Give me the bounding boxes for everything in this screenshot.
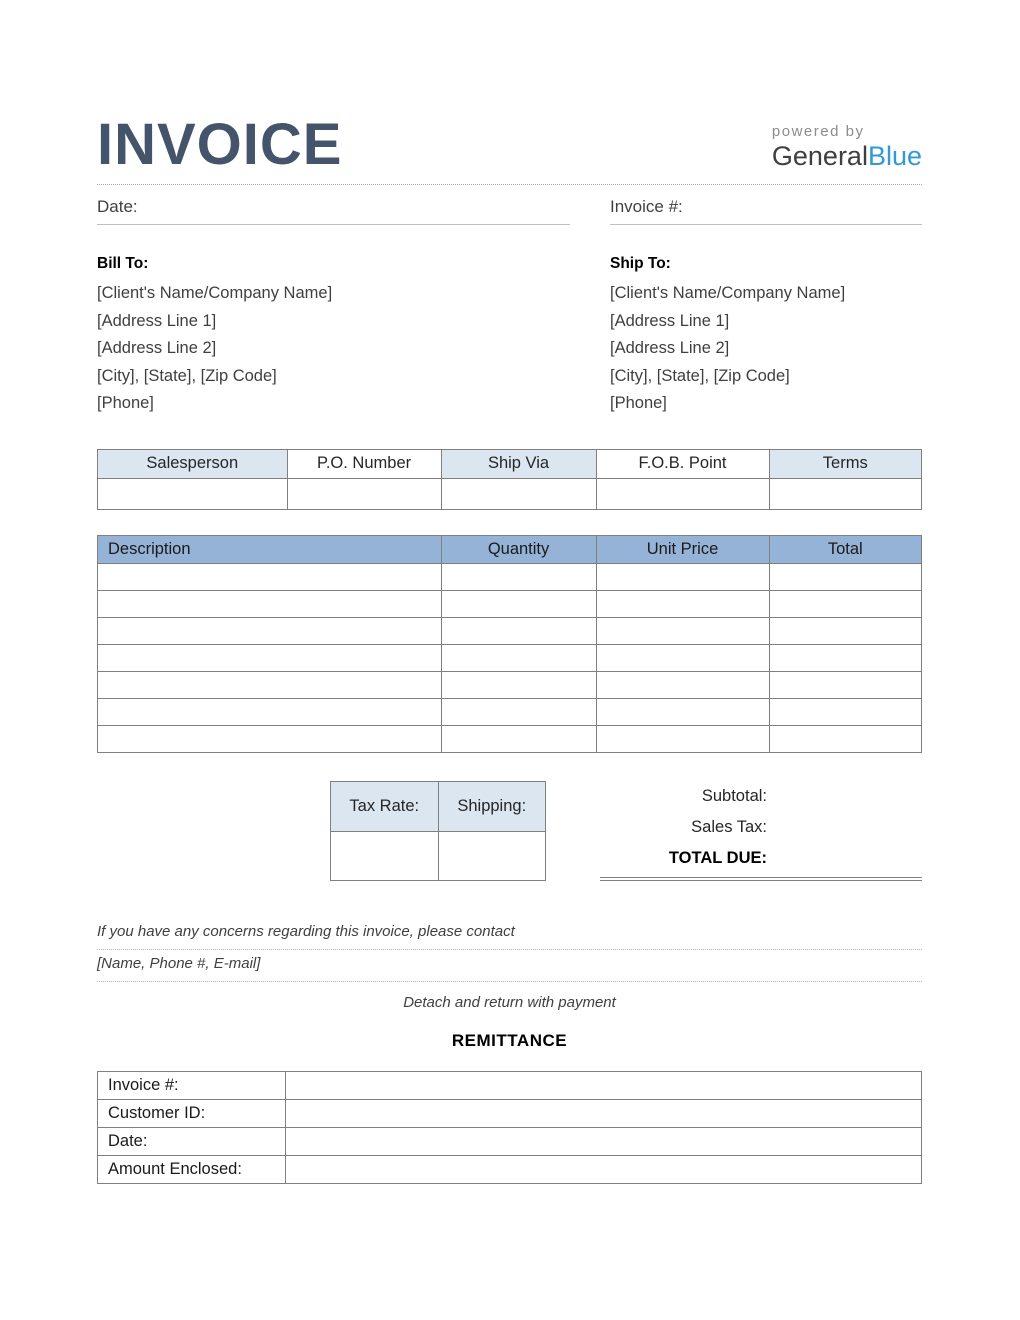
unit-price-header: Unit Price bbox=[596, 535, 769, 563]
detach-note: Detach and return with payment bbox=[403, 993, 616, 1011]
line-item-row bbox=[98, 698, 922, 725]
line-items-header-row bbox=[98, 535, 922, 563]
subtotal-row bbox=[600, 781, 922, 812]
sales-tax-label: Sales Tax: bbox=[691, 817, 767, 836]
shipping-label: Shipping: bbox=[438, 781, 546, 831]
description-cell[interactable] bbox=[98, 644, 442, 671]
page-content bbox=[97, 0, 922, 1184]
terms-cell[interactable] bbox=[769, 478, 921, 509]
ship-to-line: [Address Line 1] bbox=[610, 311, 730, 330]
sales-info-input-row bbox=[98, 478, 922, 509]
remittance-title: REMITTANCE bbox=[451, 1030, 568, 1050]
remit-customer-id-label: Customer ID: bbox=[98, 1099, 286, 1127]
total-cell[interactable] bbox=[769, 590, 921, 617]
brand-name bbox=[772, 142, 922, 172]
brand-logo bbox=[772, 123, 922, 174]
total-header: Total bbox=[769, 535, 921, 563]
powered-by-text: powered by bbox=[771, 123, 865, 141]
description-cell[interactable] bbox=[98, 698, 442, 725]
bill-to-line: [Phone] bbox=[97, 394, 154, 412]
description-cell[interactable] bbox=[98, 563, 442, 590]
ship-to-block bbox=[610, 255, 922, 418]
remit-date-cell[interactable] bbox=[286, 1127, 922, 1155]
unit-price-cell[interactable] bbox=[596, 563, 769, 590]
quantity-cell[interactable] bbox=[441, 671, 596, 698]
sales-info-table bbox=[97, 449, 922, 510]
total-due-label: TOTAL DUE: bbox=[668, 848, 767, 867]
remit-amount-enclosed-cell[interactable] bbox=[286, 1155, 922, 1183]
quantity-cell[interactable] bbox=[441, 590, 596, 617]
fob-point-header: F.O.B. Point bbox=[596, 449, 769, 478]
line-item-row bbox=[98, 644, 922, 671]
tax-shipping-header-row bbox=[331, 781, 546, 831]
ship-to-line: [City], [State], [Zip Code] bbox=[610, 366, 790, 385]
tax-rate-label: Tax Rate: bbox=[331, 781, 439, 831]
tax-shipping-input-row bbox=[331, 831, 546, 880]
bill-to-line: [Address Line 1] bbox=[97, 311, 217, 330]
subtotal-value-area[interactable] bbox=[767, 781, 922, 812]
line-item-row bbox=[98, 563, 922, 590]
ship-to-label: Ship To: bbox=[610, 255, 671, 272]
remit-date-label: Date: bbox=[98, 1127, 286, 1155]
invoice-number-field[interactable] bbox=[610, 197, 922, 225]
remit-customer-id-cell[interactable] bbox=[286, 1099, 922, 1127]
po-number-cell[interactable] bbox=[287, 478, 441, 509]
quantity-cell[interactable] bbox=[441, 644, 596, 671]
unit-price-cell[interactable] bbox=[596, 725, 769, 752]
salesperson-header: Salesperson bbox=[98, 449, 288, 478]
terms-header: Terms bbox=[769, 449, 921, 478]
meta-row bbox=[97, 197, 922, 225]
total-cell[interactable] bbox=[769, 698, 921, 725]
bill-to-block bbox=[97, 255, 610, 418]
description-cell[interactable] bbox=[98, 725, 442, 752]
bill-to-label: Bill To: bbox=[97, 255, 149, 272]
sales-tax-row bbox=[600, 812, 922, 843]
ship-via-cell[interactable] bbox=[441, 478, 596, 509]
ship-via-header: Ship Via bbox=[441, 449, 596, 478]
remittance-table bbox=[97, 1071, 922, 1184]
description-cell[interactable] bbox=[98, 671, 442, 698]
remittance-row bbox=[98, 1127, 922, 1155]
remit-invoice-number-cell[interactable] bbox=[286, 1071, 922, 1099]
total-due-row bbox=[600, 843, 922, 874]
remittance-row bbox=[98, 1099, 922, 1127]
page-title: INVOICE bbox=[97, 112, 343, 177]
tax-shipping-table bbox=[330, 781, 546, 881]
total-cell[interactable] bbox=[769, 725, 921, 752]
remittance-row bbox=[98, 1071, 922, 1099]
remit-invoice-number-label: Invoice #: bbox=[98, 1071, 286, 1099]
quantity-cell[interactable] bbox=[441, 698, 596, 725]
shipping-cell[interactable] bbox=[438, 831, 546, 880]
total-due-double-rule bbox=[600, 877, 922, 881]
remit-amount-enclosed-label: Amount Enclosed: bbox=[98, 1155, 286, 1183]
brand-name-general: General bbox=[771, 141, 868, 172]
bill-to-line: [City], [State], [Zip Code] bbox=[97, 366, 277, 385]
contact-note-line-1: If you have any concerns regarding this invoice, please contact bbox=[97, 918, 922, 950]
quantity-cell[interactable] bbox=[441, 725, 596, 752]
sales-tax-value-area[interactable] bbox=[767, 812, 922, 843]
quantity-cell[interactable] bbox=[441, 563, 596, 590]
po-number-header: P.O. Number bbox=[287, 449, 441, 478]
unit-price-cell[interactable] bbox=[596, 698, 769, 725]
contact-note-line-2: [Name, Phone #, E-mail] bbox=[97, 950, 922, 982]
total-cell[interactable] bbox=[769, 563, 921, 590]
date-field[interactable] bbox=[97, 197, 570, 225]
totals-block bbox=[600, 781, 922, 881]
total-cell[interactable] bbox=[769, 671, 921, 698]
line-item-row bbox=[98, 590, 922, 617]
quantity-header: Quantity bbox=[441, 535, 596, 563]
addresses bbox=[97, 255, 922, 418]
salesperson-cell[interactable] bbox=[98, 478, 288, 509]
line-item-row bbox=[98, 617, 922, 644]
quantity-cell[interactable] bbox=[441, 617, 596, 644]
date-label: Date: bbox=[97, 197, 138, 216]
subtotal-label: Subtotal: bbox=[701, 786, 767, 805]
tax-rate-cell[interactable] bbox=[331, 831, 439, 880]
description-cell[interactable] bbox=[98, 590, 442, 617]
unit-price-cell[interactable] bbox=[596, 617, 769, 644]
remittance-row bbox=[98, 1155, 922, 1183]
line-item-row bbox=[98, 725, 922, 752]
bill-to-line: [Client's Name/Company Name] bbox=[97, 284, 333, 302]
line-items-table bbox=[97, 535, 922, 753]
line-item-row bbox=[98, 671, 922, 698]
unit-price-cell[interactable] bbox=[596, 671, 769, 698]
ship-to-line: [Phone] bbox=[610, 394, 667, 412]
fob-point-cell[interactable] bbox=[596, 478, 769, 509]
ship-to-line: [Client's Name/Company Name] bbox=[610, 284, 846, 302]
unit-price-cell[interactable] bbox=[596, 590, 769, 617]
bill-to-line: [Address Line 2] bbox=[97, 339, 217, 357]
total-cell[interactable] bbox=[769, 644, 921, 671]
invoice-number-label: Invoice #: bbox=[610, 197, 683, 216]
description-header: Description bbox=[98, 535, 442, 563]
description-cell[interactable] bbox=[98, 617, 442, 644]
brand-name-blue: Blue bbox=[867, 141, 922, 172]
unit-price-cell[interactable] bbox=[596, 644, 769, 671]
ship-to-line: [Address Line 2] bbox=[610, 339, 730, 357]
header bbox=[97, 0, 922, 185]
sales-info-header-row bbox=[98, 449, 922, 478]
summary-section bbox=[97, 781, 922, 881]
total-cell[interactable] bbox=[769, 617, 921, 644]
total-due-value-area[interactable] bbox=[767, 843, 922, 874]
